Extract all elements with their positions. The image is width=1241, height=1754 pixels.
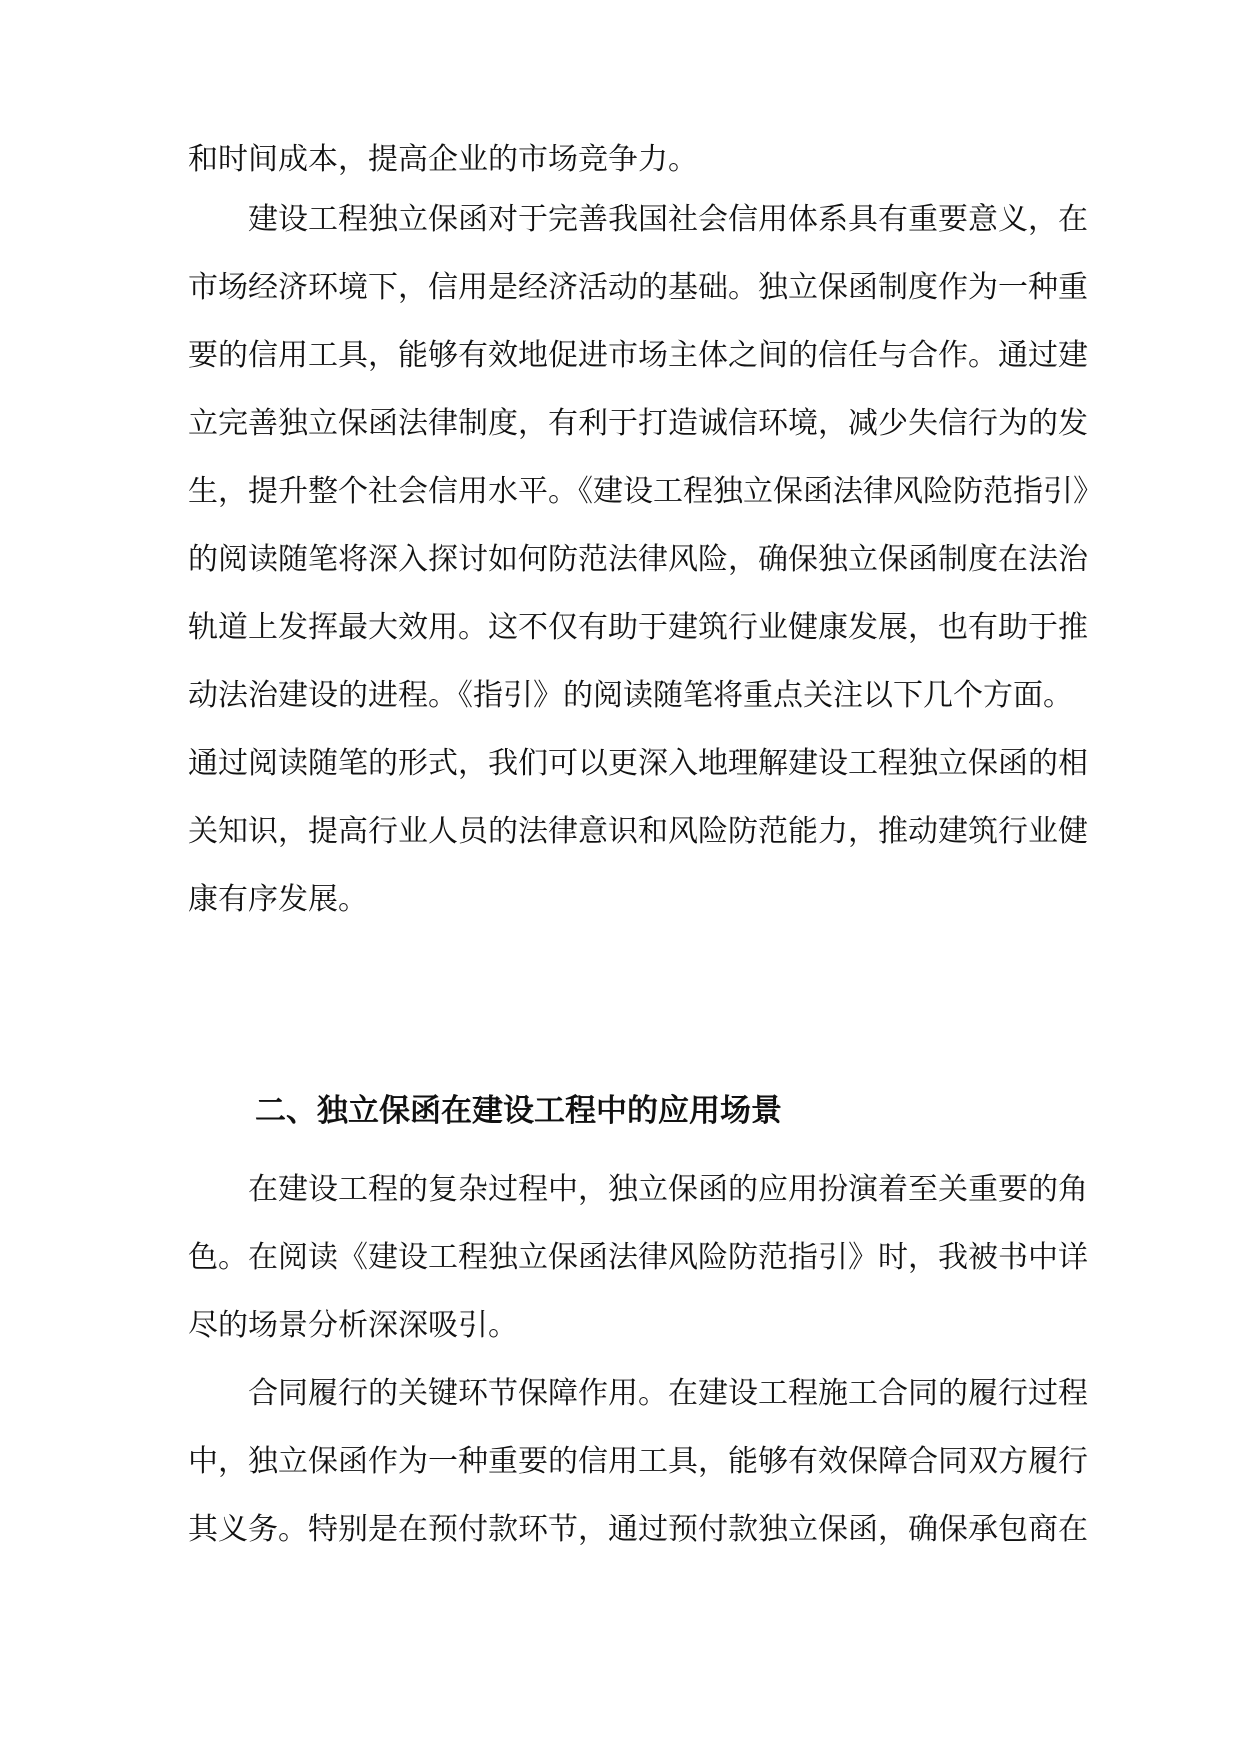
paragraph-line: 市场经济环境下，信用是经济活动的基础。独立保函制度作为一种重 — [188, 270, 1088, 305]
paragraph-line: 其义务。特别是在预付款环节，通过预付款独立保函，确保承包商在 — [188, 1512, 1088, 1547]
paragraph-line: 动法治建设的进程。《指引》的阅读随笔将重点关注以下几个方面。 — [188, 678, 1073, 713]
paragraph-line: 色。在阅读《建设工程独立保函法律风险防范指引》时，我被书中详 — [188, 1240, 1088, 1275]
paragraph-line: 合同履行的关键环节保障作用。在建设工程施工合同的履行过程 — [248, 1376, 1088, 1411]
paragraph-line: 尽的场景分析深深吸引。 — [188, 1308, 518, 1343]
paragraph-line: 生，提升整个社会信用水平。《建设工程独立保函法律风险防范指引》 — [188, 474, 1103, 509]
paragraph-line: 中，独立保函作为一种重要的信用工具，能够有效保障合同双方履行 — [188, 1444, 1088, 1479]
paragraph-line: 康有序发展。 — [188, 882, 368, 917]
paragraph-line: 轨道上发挥最大效用。这不仅有助于建筑行业健康发展，也有助于推 — [188, 610, 1088, 645]
paragraph-line: 通过阅读随笔的形式，我们可以更深入地理解建设工程独立保函的相 — [188, 746, 1088, 781]
paragraph-line: 关知识，提高行业人员的法律意识和风险防范能力，推动建筑行业健 — [188, 814, 1088, 849]
paragraph-line: 立完善独立保函法律制度，有利于打造诚信环境，减少失信行为的发 — [188, 406, 1088, 441]
section-heading: 二、独立保函在建设工程中的应用场景 — [255, 1093, 782, 1129]
paragraph-line: 要的信用工具，能够有效地促进市场主体之间的信任与合作。通过建 — [188, 338, 1088, 373]
paragraph-line: 在建设工程的复杂过程中，独立保函的应用扮演着至关重要的角 — [248, 1172, 1088, 1207]
paragraph-line: 建设工程独立保函对于完善我国社会信用体系具有重要意义，在 — [248, 202, 1088, 237]
paragraph-line: 的阅读随笔将深入探讨如何防范法律风险，确保独立保函制度在法治 — [188, 542, 1088, 577]
paragraph-line: 和时间成本，提高企业的市场竞争力。 — [188, 142, 698, 177]
